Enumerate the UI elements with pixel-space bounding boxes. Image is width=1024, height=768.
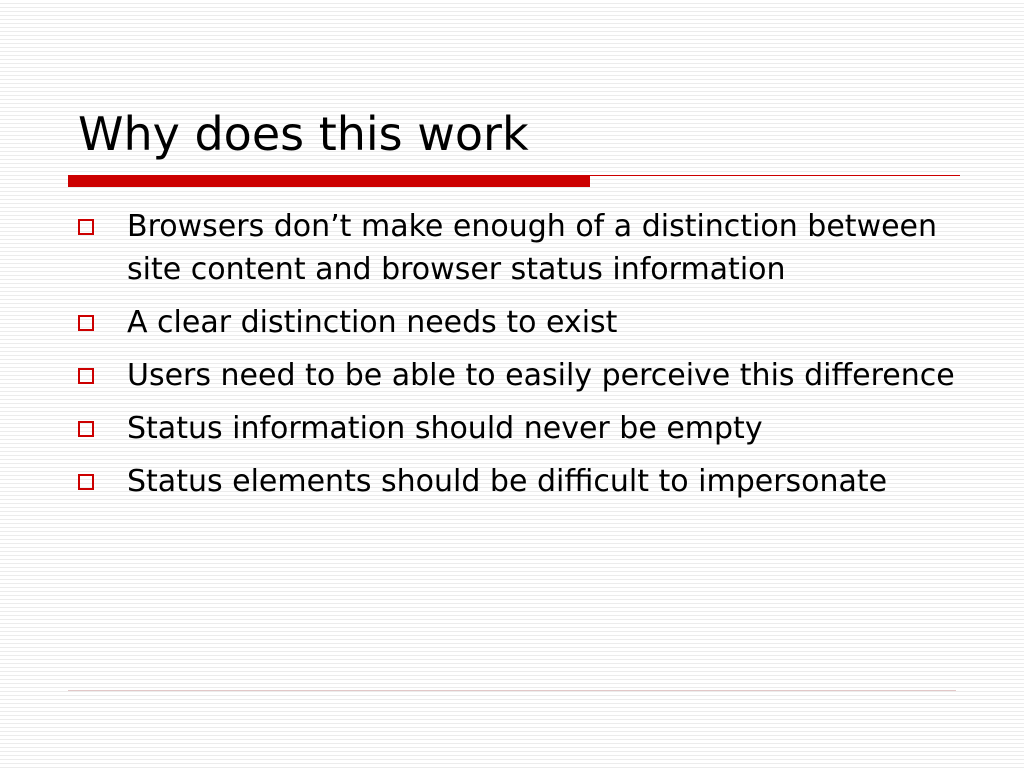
bullet-list xyxy=(76,205,956,513)
hollow-square-bullet-icon xyxy=(78,219,94,235)
slide-title: Why does this work xyxy=(78,107,529,161)
bullet-item xyxy=(76,460,956,503)
bullet-text: A clear distinction needs to exist xyxy=(127,305,618,340)
hollow-square-bullet-icon xyxy=(78,368,94,384)
title-underline-thin xyxy=(590,175,960,176)
hollow-square-bullet-icon xyxy=(78,474,94,490)
bullet-item xyxy=(76,354,956,397)
bullet-item xyxy=(76,205,956,291)
bullet-text: Users need to be able to easily perceive this difference xyxy=(127,358,955,393)
bullet-item xyxy=(76,301,956,344)
title-underline-thick xyxy=(68,175,590,187)
bullet-text: Status elements should be difficult to impersonate xyxy=(127,464,888,499)
bullet-item xyxy=(76,407,956,450)
hollow-square-bullet-icon xyxy=(78,315,94,331)
footer-divider xyxy=(68,690,956,691)
bullet-text: Status information should never be empty xyxy=(127,411,763,446)
bullet-text: Browsers don’t make enough of a distinction between site content and browser status information xyxy=(127,209,938,287)
hollow-square-bullet-icon xyxy=(78,421,94,437)
